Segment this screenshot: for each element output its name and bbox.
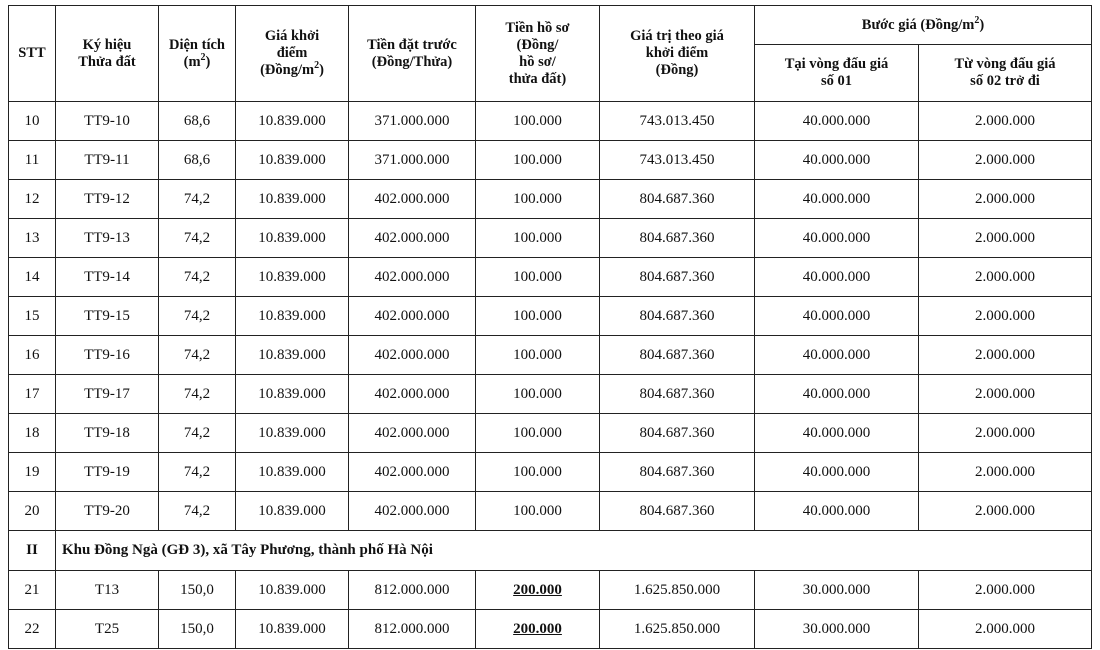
cell-gia-khoi-diem: 10.839.000 — [236, 336, 349, 375]
cell-tien-ho-so: 100.000 — [476, 258, 600, 297]
cell-dien-tich: 74,2 — [159, 336, 236, 375]
cell-tien-dat-truoc: 402.000.000 — [349, 453, 476, 492]
cell-gia-tri: 804.687.360 — [600, 414, 755, 453]
cell-gia-tri: 804.687.360 — [600, 375, 755, 414]
cell-tien-dat-truoc: 402.000.000 — [349, 258, 476, 297]
cell-vong-01: 40.000.000 — [755, 297, 919, 336]
header-gia-khoi-diem: Giá khởi điểm $(Đồng/m^2)$ — [236, 6, 349, 102]
cell-vong-01: 40.000.000 — [755, 453, 919, 492]
cell-vong-01: 40.000.000 — [755, 141, 919, 180]
table-row — [9, 258, 1092, 297]
cell-gia-tri: 743.013.450 — [600, 141, 755, 180]
cell-tien-ho-so: 100.000 — [476, 141, 600, 180]
cell-ky-hieu: TT9-19 — [56, 453, 159, 492]
cell-tien-ho-so: 100.000 — [476, 414, 600, 453]
cell-tien-dat-truoc: 402.000.000 — [349, 492, 476, 531]
cell-gia-tri: 804.687.360 — [600, 492, 755, 531]
cell-gia-tri: 804.687.360 — [600, 219, 755, 258]
cell-gia-tri: 804.687.360 — [600, 336, 755, 375]
cell-gia-khoi-diem: 10.839.000 — [236, 453, 349, 492]
table-body-section-2-rows — [9, 571, 1092, 649]
cell-gia-khoi-diem: 10.839.000 — [236, 492, 349, 531]
cell-ky-hieu: TT9-15 — [56, 297, 159, 336]
table-row — [9, 375, 1092, 414]
header-tien-dat-truoc: Tiền đặt trước (Đồng/Thửa) — [349, 6, 476, 102]
cell-ky-hieu: TT9-10 — [56, 102, 159, 141]
cell-ky-hieu: T13 — [56, 571, 159, 610]
cell-vong-02: 2.000.000 — [919, 102, 1092, 141]
cell-vong-02: 2.000.000 — [919, 453, 1092, 492]
cell-tien-dat-truoc: 402.000.000 — [349, 180, 476, 219]
cell-stt: 21 — [9, 571, 56, 610]
cell-vong-01: 30.000.000 — [755, 571, 919, 610]
cell-tien-ho-so: 100.000 — [476, 180, 600, 219]
cell-dien-tich: 74,2 — [159, 258, 236, 297]
cell-ky-hieu: TT9-11 — [56, 141, 159, 180]
cell-tien-ho-so: 100.000 — [476, 219, 600, 258]
header-vong-01: Tại vòng đấu giá số 01 — [755, 45, 919, 102]
cell-stt: 18 — [9, 414, 56, 453]
cell-tien-dat-truoc: 371.000.000 — [349, 102, 476, 141]
cell-vong-02: 2.000.000 — [919, 141, 1092, 180]
cell-ky-hieu: TT9-16 — [56, 336, 159, 375]
cell-gia-khoi-diem: 10.839.000 — [236, 219, 349, 258]
table-row — [9, 141, 1092, 180]
header-stt: STT — [9, 6, 56, 102]
cell-gia-tri: 1.625.850.000 — [600, 571, 755, 610]
table-header — [9, 6, 1092, 102]
cell-vong-02: 2.000.000 — [919, 180, 1092, 219]
cell-tien-ho-so — [476, 610, 600, 649]
cell-tien-ho-so: 100.000 — [476, 297, 600, 336]
cell-tien-ho-so: 100.000 — [476, 336, 600, 375]
cell-stt: 22 — [9, 610, 56, 649]
cell-dien-tich: 68,6 — [159, 141, 236, 180]
cell-dien-tich: 68,6 — [159, 102, 236, 141]
header-gia-tri: Giá trị theo giá khởi điểm (Đồng) — [600, 6, 755, 102]
cell-gia-tri: 804.687.360 — [600, 258, 755, 297]
cell-stt: 11 — [9, 141, 56, 180]
table-row — [9, 414, 1092, 453]
cell-vong-02: 2.000.000 — [919, 219, 1092, 258]
cell-stt: 14 — [9, 258, 56, 297]
cell-tien-ho-so: 100.000 — [476, 102, 600, 141]
fee-value: 200.000 — [513, 620, 562, 637]
cell-gia-khoi-diem: 10.839.000 — [236, 297, 349, 336]
cell-tien-dat-truoc: 371.000.000 — [349, 141, 476, 180]
cell-gia-khoi-diem: 10.839.000 — [236, 571, 349, 610]
section-label: Khu Đồng Ngà (GĐ 3), xã Tây Phương, thành phố Hà Nội — [56, 531, 1092, 571]
table-row — [9, 610, 1092, 649]
cell-ky-hieu: TT9-12 — [56, 180, 159, 219]
cell-tien-dat-truoc: 402.000.000 — [349, 219, 476, 258]
table-row — [9, 336, 1092, 375]
cell-tien-dat-truoc: 812.000.000 — [349, 610, 476, 649]
cell-dien-tich: 74,2 — [159, 414, 236, 453]
cell-vong-01: 40.000.000 — [755, 258, 919, 297]
auction-price-table — [8, 5, 1092, 649]
header-ky-hieu: Ký hiệu Thửa đất — [56, 6, 159, 102]
cell-tien-dat-truoc: 402.000.000 — [349, 414, 476, 453]
cell-vong-01: 40.000.000 — [755, 492, 919, 531]
cell-stt: 13 — [9, 219, 56, 258]
cell-dien-tich: 74,2 — [159, 375, 236, 414]
cell-gia-tri: 804.687.360 — [600, 453, 755, 492]
cell-tien-ho-so: 100.000 — [476, 375, 600, 414]
cell-vong-01: 30.000.000 — [755, 610, 919, 649]
cell-vong-01: 40.000.000 — [755, 336, 919, 375]
cell-gia-khoi-diem: 10.839.000 — [236, 102, 349, 141]
table-row — [9, 180, 1092, 219]
cell-ky-hieu: TT9-14 — [56, 258, 159, 297]
cell-tien-dat-truoc: 402.000.000 — [349, 375, 476, 414]
cell-gia-khoi-diem: 10.839.000 — [236, 180, 349, 219]
cell-gia-khoi-diem: 10.839.000 — [236, 414, 349, 453]
cell-dien-tich: 150,0 — [159, 571, 236, 610]
cell-gia-khoi-diem: 10.839.000 — [236, 258, 349, 297]
cell-gia-tri: 804.687.360 — [600, 297, 755, 336]
cell-stt: 12 — [9, 180, 56, 219]
cell-tien-ho-so — [476, 571, 600, 610]
cell-gia-khoi-diem: 10.839.000 — [236, 375, 349, 414]
cell-dien-tich: 74,2 — [159, 297, 236, 336]
header-buoc-gia: Bước giá $(Đồng/m^2)$ — [755, 6, 1092, 45]
cell-vong-01: 40.000.000 — [755, 219, 919, 258]
cell-vong-02: 2.000.000 — [919, 571, 1092, 610]
cell-vong-02: 2.000.000 — [919, 610, 1092, 649]
cell-tien-ho-so: 100.000 — [476, 453, 600, 492]
table-row — [9, 453, 1092, 492]
cell-stt: 20 — [9, 492, 56, 531]
table-body-section-1 — [9, 102, 1092, 531]
cell-vong-01: 40.000.000 — [755, 102, 919, 141]
cell-dien-tich: 74,2 — [159, 180, 236, 219]
cell-ky-hieu: T25 — [56, 610, 159, 649]
cell-ky-hieu: TT9-20 — [56, 492, 159, 531]
cell-tien-ho-so: 100.000 — [476, 492, 600, 531]
table-body-section-2 — [9, 531, 1092, 571]
fee-value: 200.000 — [513, 581, 562, 598]
cell-tien-dat-truoc: 402.000.000 — [349, 297, 476, 336]
cell-tien-dat-truoc: 402.000.000 — [349, 336, 476, 375]
cell-vong-01: 40.000.000 — [755, 180, 919, 219]
cell-vong-01: 40.000.000 — [755, 375, 919, 414]
table-row — [9, 102, 1092, 141]
cell-ky-hieu: TT9-13 — [56, 219, 159, 258]
cell-gia-khoi-diem: 10.839.000 — [236, 141, 349, 180]
cell-stt: 19 — [9, 453, 56, 492]
cell-dien-tich: 74,2 — [159, 453, 236, 492]
cell-gia-tri: 804.687.360 — [600, 180, 755, 219]
header-tien-ho-so: Tiền hồ sơ (Đồng/ hồ sơ/ thửa đất) — [476, 6, 600, 102]
cell-vong-02: 2.000.000 — [919, 336, 1092, 375]
cell-gia-khoi-diem: 10.839.000 — [236, 610, 349, 649]
cell-vong-02: 2.000.000 — [919, 414, 1092, 453]
cell-vong-02: 2.000.000 — [919, 492, 1092, 531]
cell-vong-02: 2.000.000 — [919, 375, 1092, 414]
cell-ky-hieu: TT9-17 — [56, 375, 159, 414]
cell-vong-02: 2.000.000 — [919, 297, 1092, 336]
section-number: II — [9, 531, 56, 571]
cell-gia-tri: 743.013.450 — [600, 102, 755, 141]
cell-dien-tich: 74,2 — [159, 492, 236, 531]
cell-vong-01: 40.000.000 — [755, 414, 919, 453]
table-row — [9, 219, 1092, 258]
auction-table-container — [8, 5, 1092, 649]
cell-ky-hieu: TT9-18 — [56, 414, 159, 453]
cell-stt: 10 — [9, 102, 56, 141]
table-row — [9, 297, 1092, 336]
header-vong-02: Từ vòng đấu giá số 02 trở đi — [919, 45, 1092, 102]
cell-tien-dat-truoc: 812.000.000 — [349, 571, 476, 610]
cell-stt: 17 — [9, 375, 56, 414]
table-row — [9, 492, 1092, 531]
section-header-row — [9, 531, 1092, 571]
cell-dien-tich: 74,2 — [159, 219, 236, 258]
cell-vong-02: 2.000.000 — [919, 258, 1092, 297]
cell-stt: 15 — [9, 297, 56, 336]
table-row — [9, 571, 1092, 610]
header-dien-tich: Diện tích $(m^2)$ — [159, 6, 236, 102]
cell-stt: 16 — [9, 336, 56, 375]
cell-gia-tri: 1.625.850.000 — [600, 610, 755, 649]
cell-dien-tich: 150,0 — [159, 610, 236, 649]
